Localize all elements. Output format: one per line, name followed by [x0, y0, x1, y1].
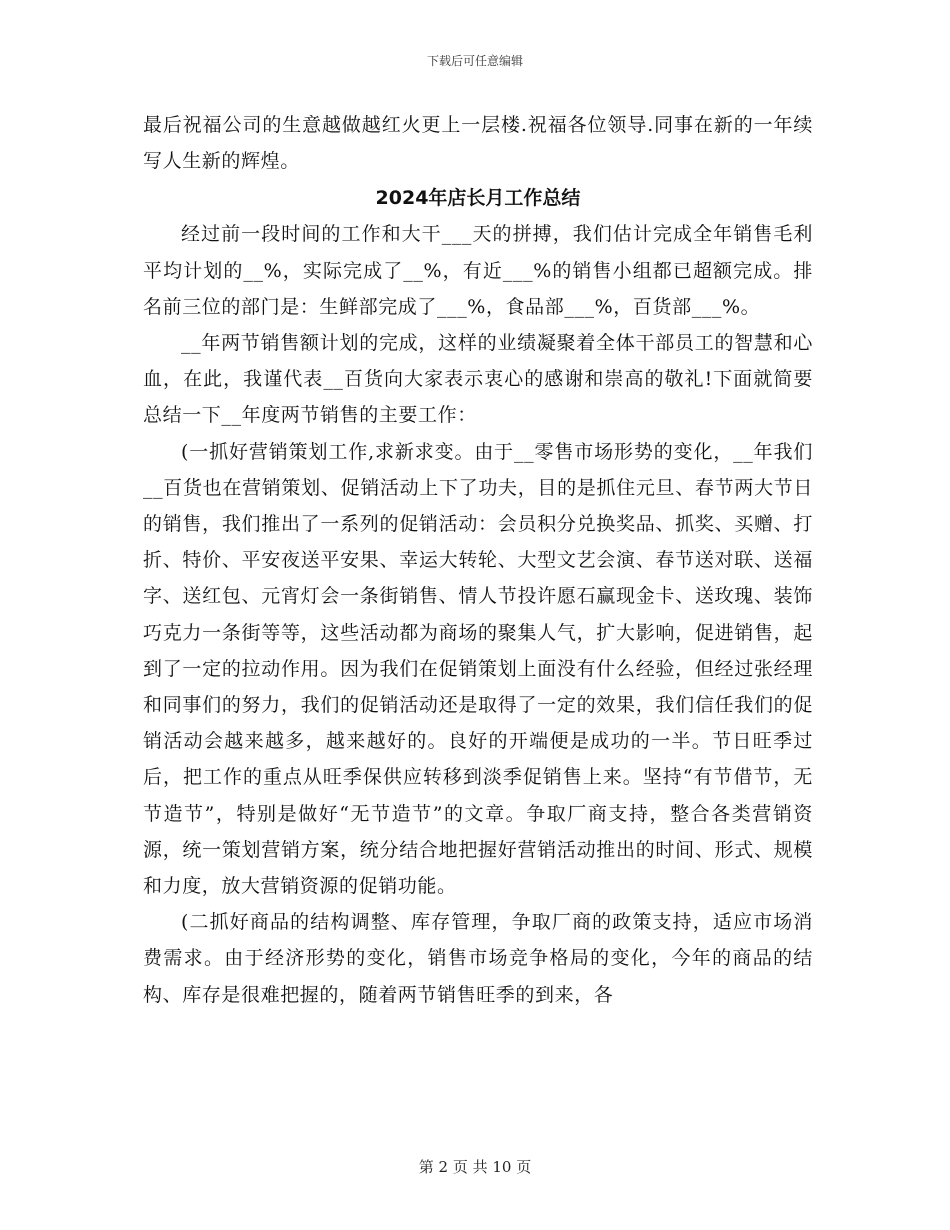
page-number-footer: 第 2 页 共 10 页	[418, 1158, 532, 1176]
document-body	[143, 107, 813, 1013]
paragraph-2: __年两节销售额计划的完成，这样的业绩凝聚着全体干部员工的智慧和心血，在此，我谨代表__百货向大家表示衷心的感谢和崇高的敬礼!下面就简要总结一下__年度两节销售的主要工作：	[143, 332, 813, 427]
intro-paragraph: 最后祝福公司的生意越做越红火更上一层楼.祝福各位领导.同事在新的一年续写人生新的辉煌。	[143, 114, 813, 173]
document-title: 2024年店长月工作总结	[375, 187, 581, 210]
page-header: 下载后可任意编辑	[426, 54, 523, 68]
paragraph-4: (二抓好商品的结构调整、库存管理，争取厂商的政策支持，适应市场消费需求。由于经济形势的变化，销售市场竞争格局的变化，今年的商品的结构、库存是很难把握的，随着两节销售旺季的到来，各	[143, 911, 813, 1006]
paragraph-1: 经过前一段时间的工作和大干___天的拼搏，我们估计完成全年销售毛利平均计划的__%，实际完成了__%，有近___%的销售小组都已超额完成。排名前三位的部门是：生鲜部完成了___%，食品部___%，百货部___%。	[143, 223, 813, 318]
paragraph-3: (一抓好营销策划工作,求新求变。由于__零售市场形势的变化，__年我们__百货也在营销策划、促销活动上下了功夫，目的是抓住元旦、春节两大节日的销售，我们推出了一系列的促销活动：会员积分兑换奖品、抓奖、买赠、打折、特价、平安夜送平安果、幸运大转轮、大型文艺会演、春节送对联、送福字、送红包、元宵灯会一条街销售、情人节投许愿石赢现金卡、送玫瑰、装饰巧克力一条街等等，这些活动都为商场的聚集人气，扩大影响，促进销售，起到了一定的拉动作用。因为我们在促销策划上面没有什么经验，但经过张经理和同事们的努力，我们的促销活动还是取得了一定的效果，我们信任我们的促销活动会越来越多，越来越好的。良好的开端便是成功的一半。节日旺季过后，把工作的重点从旺季保供应转移到淡季促销售上来。坚持“有节借节，无节造节”，特别是做好“无节造节”的文章。争取厂商支持，整合各类营销资源，统一策划营销方案，统分结合地把握好营销活动推出的时间、形式、规模和力度，放大营销资源的促销功能。	[143, 440, 813, 898]
